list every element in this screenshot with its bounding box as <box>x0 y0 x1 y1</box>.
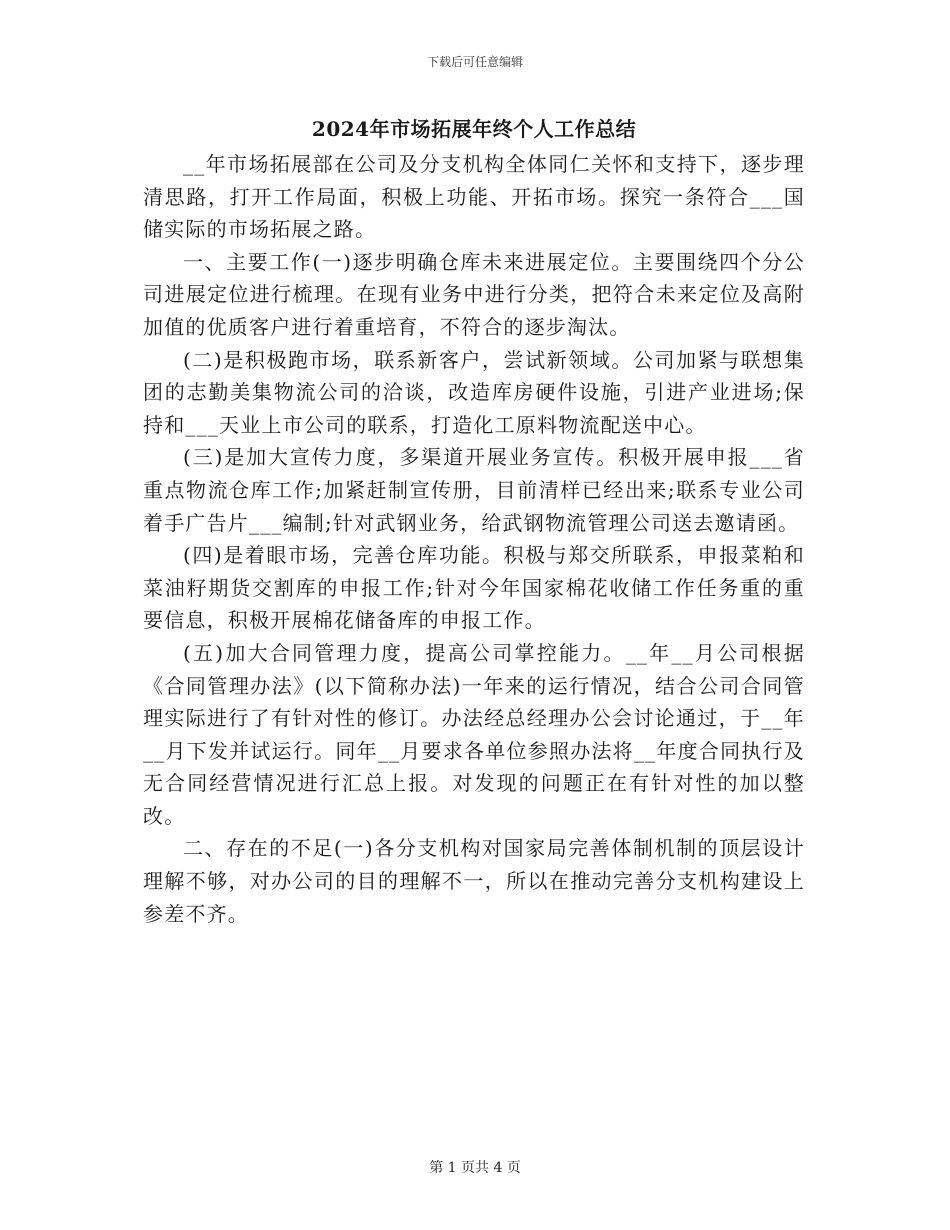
header-note: 下载后可任意编辑 <box>426 55 523 69</box>
paragraph-main-work-5: (五)加大合同管理力度，提高公司掌控能力。__年__月公司根据《合同管理办法》(以下简称办法)一年来的运行情况，结合公司合同管理实际进行了有针对性的修订。办法经总经理办公会讨论通过，于__年__月下发并试运行。同年__月要求各单位参照办法将__年度合同执行及无合同经营情况进行汇总上报。对发现的问题正在有针对性的加以整改。 <box>143 640 805 828</box>
document-body <box>143 112 805 930</box>
paragraph-shortcomings-1: 二、存在的不足(一)各分支机构对国家局完善体制机制的顶层设计理解不够，对办公司的目的理解不一，所以在推动完善分支机构建设上参差不齐。 <box>143 836 805 926</box>
paragraph-main-work-2: (二)是积极跑市场，联系新客户，尝试新领域。公司加紧与联想集团的志勤美集物流公司的洽谈，改造库房硬件设施，引进产业进场;保持和___天业上市公司的联系，打造化工原料物流配送中心。 <box>143 347 805 437</box>
paragraph-main-work-1: 一、主要工作(一)逐步明确仓库未来进展定位。主要围绕四个分公司进展定位进行梳理。在现有业务中进行分类，把符合未来定位及高附加值的优质客户进行着重培育，不符合的逐步淘汰。 <box>143 249 805 339</box>
paragraph-main-work-3: (三)是加大宣传力度，多渠道开展业务宣传。积极开展申报___省重点物流仓库工作;加紧赶制宣传册，目前清样已经出来;联系专业公司着手广告片___编制;针对武钢业务，给武钢物流管理公司送去邀请函。 <box>143 445 805 535</box>
paragraph-intro: __年市场拓展部在公司及分支机构全体同仁关怀和支持下，逐步理清思路，打开工作局面，积极上功能、开拓市场。探究一条符合___国储实际的市场拓展之路。 <box>143 152 805 242</box>
paragraph-main-work-4: (四)是着眼市场，完善仓库功能。积极与郑交所联系，申报菜粕和菜油籽期货交割库的申报工作;针对今年国家棉花收储工作任务重的重要信息，积极开展棉花储备库的申报工作。 <box>143 543 805 633</box>
page-number: 第 1 页共 4 页 <box>429 1160 521 1176</box>
document-title: 2024年市场拓展年终个人工作总结 <box>311 117 637 141</box>
